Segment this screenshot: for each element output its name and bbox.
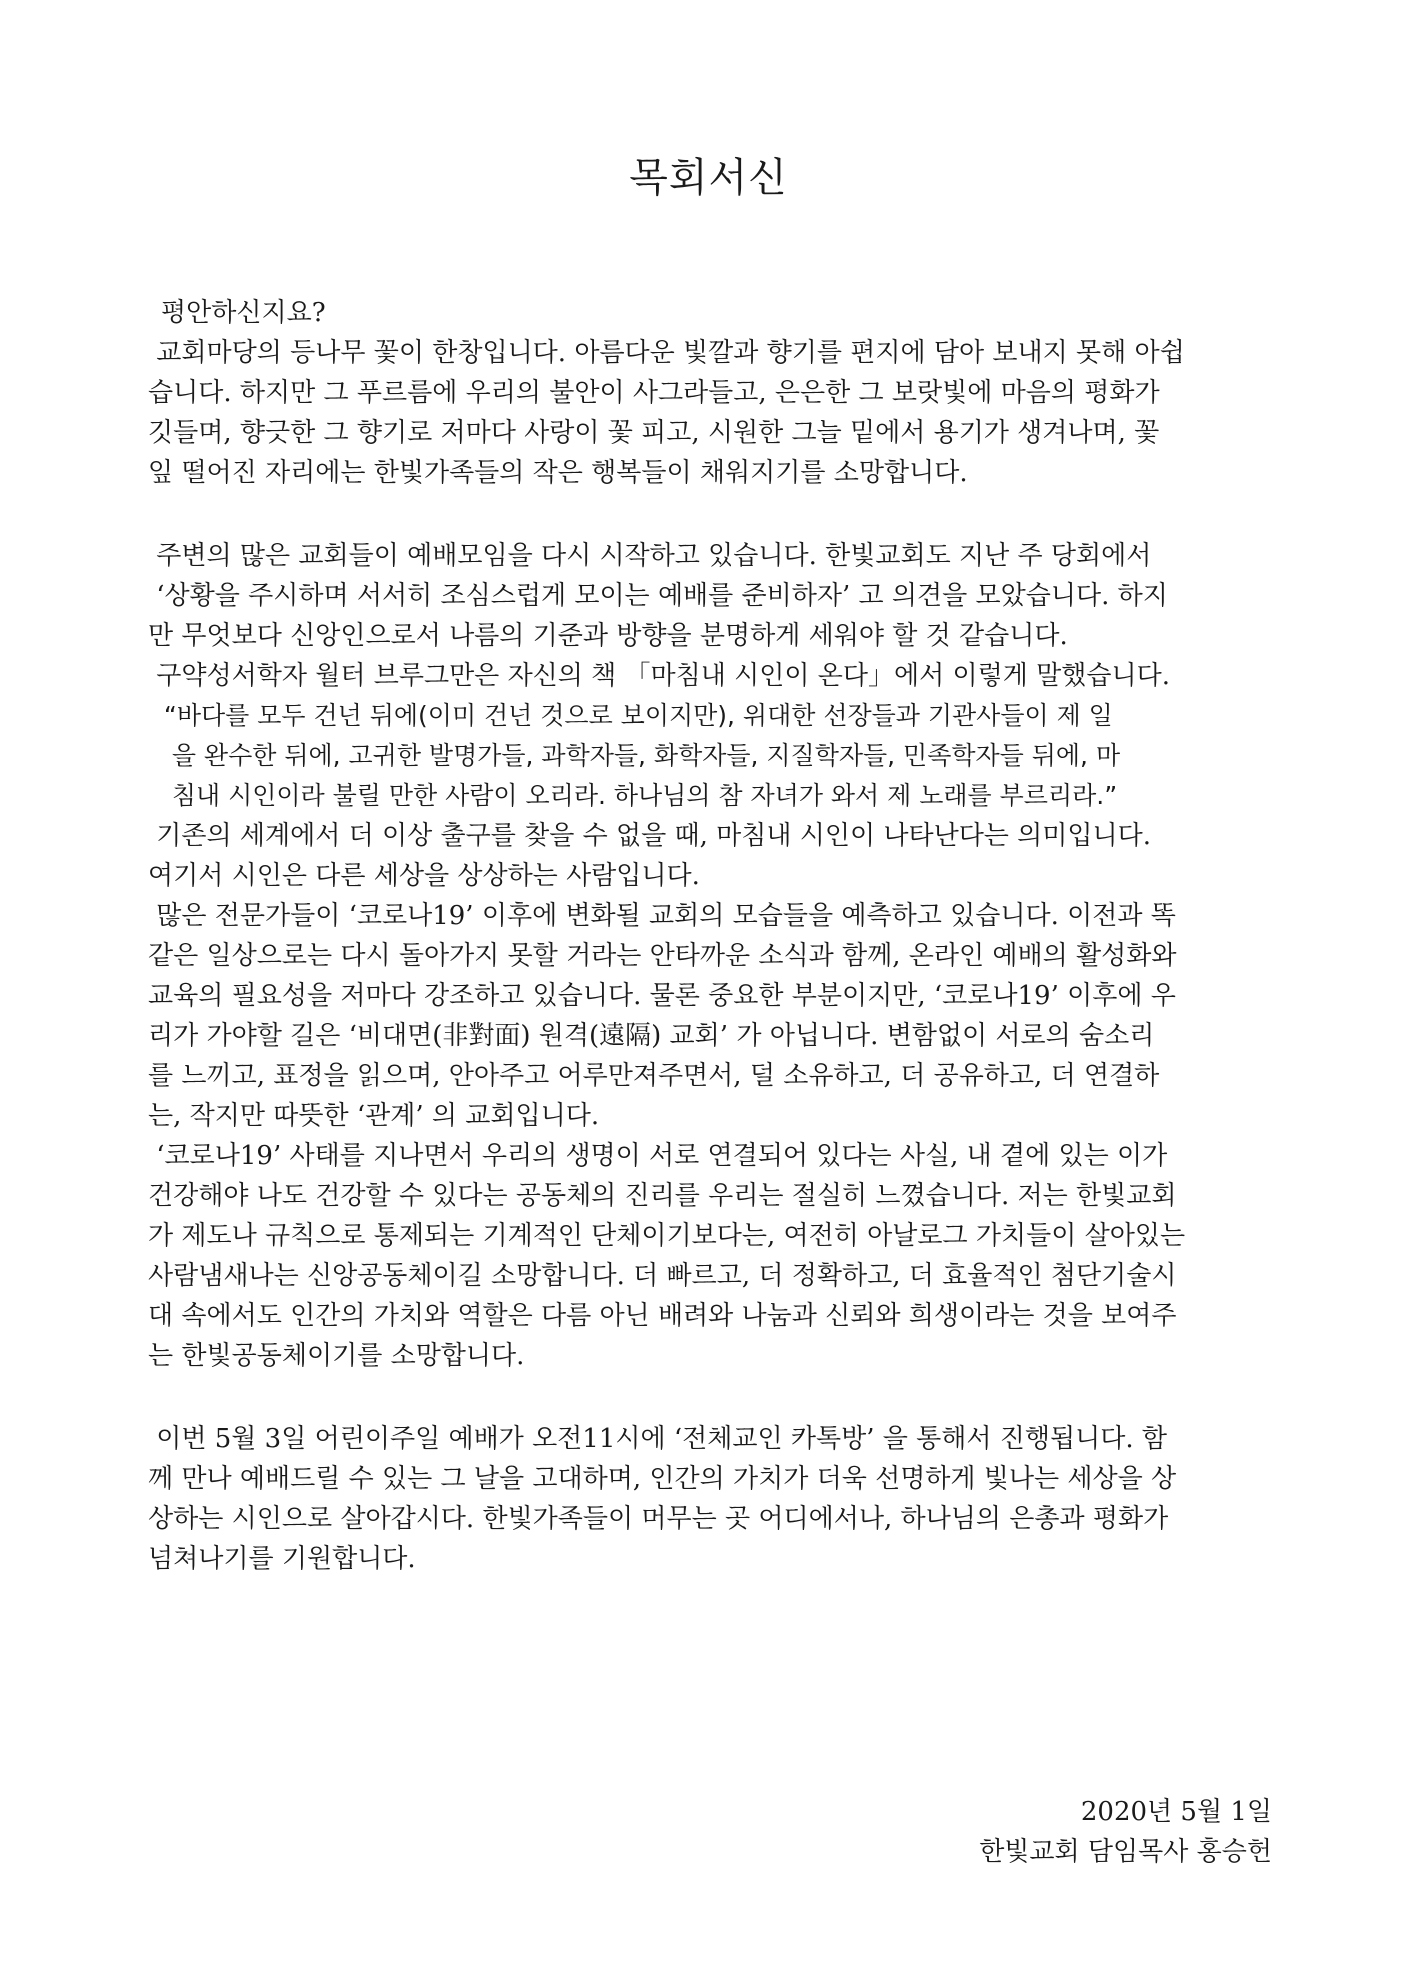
paragraph-wisteria [148, 333, 1273, 493]
paragraph-line: 사람냄새나는 신앙공동체이길 소망합니다. 더 빠르고, 더 정확하고, 더 효율적인 첨단기술시 [148, 1261, 1177, 1291]
paragraph-gap [148, 1376, 1273, 1416]
paragraph-line: 주변의 많은 교회들이 예배모임을 다시 시작하고 있습니다. 한빛교회도 지난 주 당회에서 [148, 541, 1152, 571]
paragraph-line: 습니다. 하지만 그 푸르름에 우리의 불안이 사그라들고, 은은한 그 보랏빛에 마음의 평화가 [148, 378, 1160, 408]
paragraph-line: 는 한빛공동체이기를 소망합니다. [148, 1341, 525, 1371]
paragraph-line: 여기서 시인은 다른 세상을 상상하는 사람입니다. [148, 861, 700, 891]
paragraph-line: 기존의 세계에서 더 이상 출구를 찾을 수 없을 때, 마침내 시인이 나타난다는 의미입니다. [148, 821, 1152, 851]
paragraph-line: 같은 일상으로는 다시 돌아가지 못할 거라는 안타까운 소식과 함께, 온라인 예배의 활성화와 [148, 941, 1177, 971]
quote-line: “바다를 모두 건넌 뒤에(이미 건넌 것으로 보이지만), 위대한 선장들과 기관사들이 제 일 [148, 701, 1113, 730]
paragraph-line: 이번 5월 3일 어린이주일 예배가 오전11시에 ‘전체교인 카톡방’ 을 통해서 진행됩니다. 함 [148, 1424, 1167, 1454]
paragraph-line: 많은 전문가들이 ‘코로나19’ 이후에 변화될 교회의 모습들을 예측하고 있습니다. 이전과 똑 [148, 901, 1176, 931]
paragraph-line: ‘코로나19’ 사태를 지나면서 우리의 생명이 서로 연결되어 있다는 사실, 내 곁에 있는 이가 [148, 1141, 1168, 1171]
paragraph-line: 를 느끼고, 표정을 읽으며, 안아주고 어루만져주면서, 덜 소유하고, 더 공유하고, 더 연결하 [148, 1061, 1160, 1091]
quote-line: 침내 시인이라 불릴 만한 사람이 오리라. 하나님의 참 자녀가 와서 제 노래를 부르리라.” [148, 781, 1118, 810]
signature-block [979, 1792, 1272, 1872]
paragraph-childrens-sunday [148, 1419, 1273, 1579]
signature-date: 2020년 5월 1일 [1080, 1797, 1272, 1827]
paragraph-line: 께 만나 예배드릴 수 있는 그 날을 고대하며, 인간의 가치가 더욱 선명하게 빛나는 세상을 상 [148, 1464, 1177, 1494]
greeting: 평안하신지요? [161, 298, 326, 328]
paragraph-line: 대 속에서도 인간의 가치와 역할은 다름 아닌 배려와 나눔과 신뢰와 희생이라는 것을 보여주 [148, 1301, 1177, 1331]
page-title: 목회서신 [629, 155, 788, 201]
paragraph-line: 구약성서학자 월터 브루그만은 자신의 책 「마침내 시인이 온다」에서 이렇게 말했습니다. [148, 661, 1170, 691]
paragraph-poet-and-church [148, 816, 1273, 1376]
paragraph-line: 는, 작지만 따뜻한 ‘관계’ 의 교회입니다. [148, 1101, 600, 1131]
paragraph-line: 건강해야 나도 건강할 수 있다는 공동체의 진리를 우리는 절실히 느꼈습니다. 저는 한빛교회 [148, 1181, 1177, 1211]
paragraph-line: 교육의 필요성을 저마다 강조하고 있습니다. 물론 중요한 부분이지만, ‘코로나19’ 이후에 우 [148, 981, 1176, 1011]
paragraph-line: 넘쳐나기를 기원합니다. [148, 1544, 416, 1574]
brueggemann-quote [148, 696, 1273, 816]
signature-author: 한빛교회 담임목사 홍승헌 [979, 1837, 1272, 1867]
letter-body [148, 293, 1273, 1579]
paragraph-line: 리가 가야할 길은 ‘비대면(非對面) 원격(遠隔) 교회’ 가 아닙니다. 변함없이 서로의 숨소리 [148, 1021, 1155, 1051]
paragraph-line: 만 무엇보다 신앙인으로서 나름의 기준과 방향을 분명하게 세워야 할 것 같습니다. [148, 621, 1068, 651]
paragraph-line: 가 제도나 규칙으로 통제되는 기계적인 단체이기보다는, 여전히 아날로그 가치들이 살아있는 [148, 1221, 1186, 1251]
paragraph-line: 깃들며, 향긋한 그 향기로 저마다 사랑이 꽃 피고, 시원한 그늘 밑에서 용기가 생겨나며, 꽃 [148, 418, 1160, 448]
paragraph-line: 교회마당의 등나무 꽃이 한창입니다. 아름다운 빛깔과 향기를 편지에 담아 보내지 못해 아쉽 [148, 338, 1185, 368]
quote-line: 을 완수한 뒤에, 고귀한 발명가들, 과학자들, 화학자들, 지질학자들, 민족학자들 뒤에, 마 [148, 741, 1121, 770]
paragraph-gap [148, 493, 1273, 533]
paragraph-line: 상하는 시인으로 살아갑시다. 한빛가족들이 머무는 곳 어디에서나, 하나님의 은총과 평화가 [148, 1504, 1169, 1534]
paragraph-line: 잎 떨어진 자리에는 한빛가족들의 작은 행복들이 채워지기를 소망합니다. [148, 458, 968, 488]
paragraph-line: ‘상황을 주시하며 서서히 조심스럽게 모이는 예배를 준비하자’ 고 의견을 모았습니다. 하지 [148, 581, 1168, 611]
paragraph-worship [148, 536, 1273, 696]
